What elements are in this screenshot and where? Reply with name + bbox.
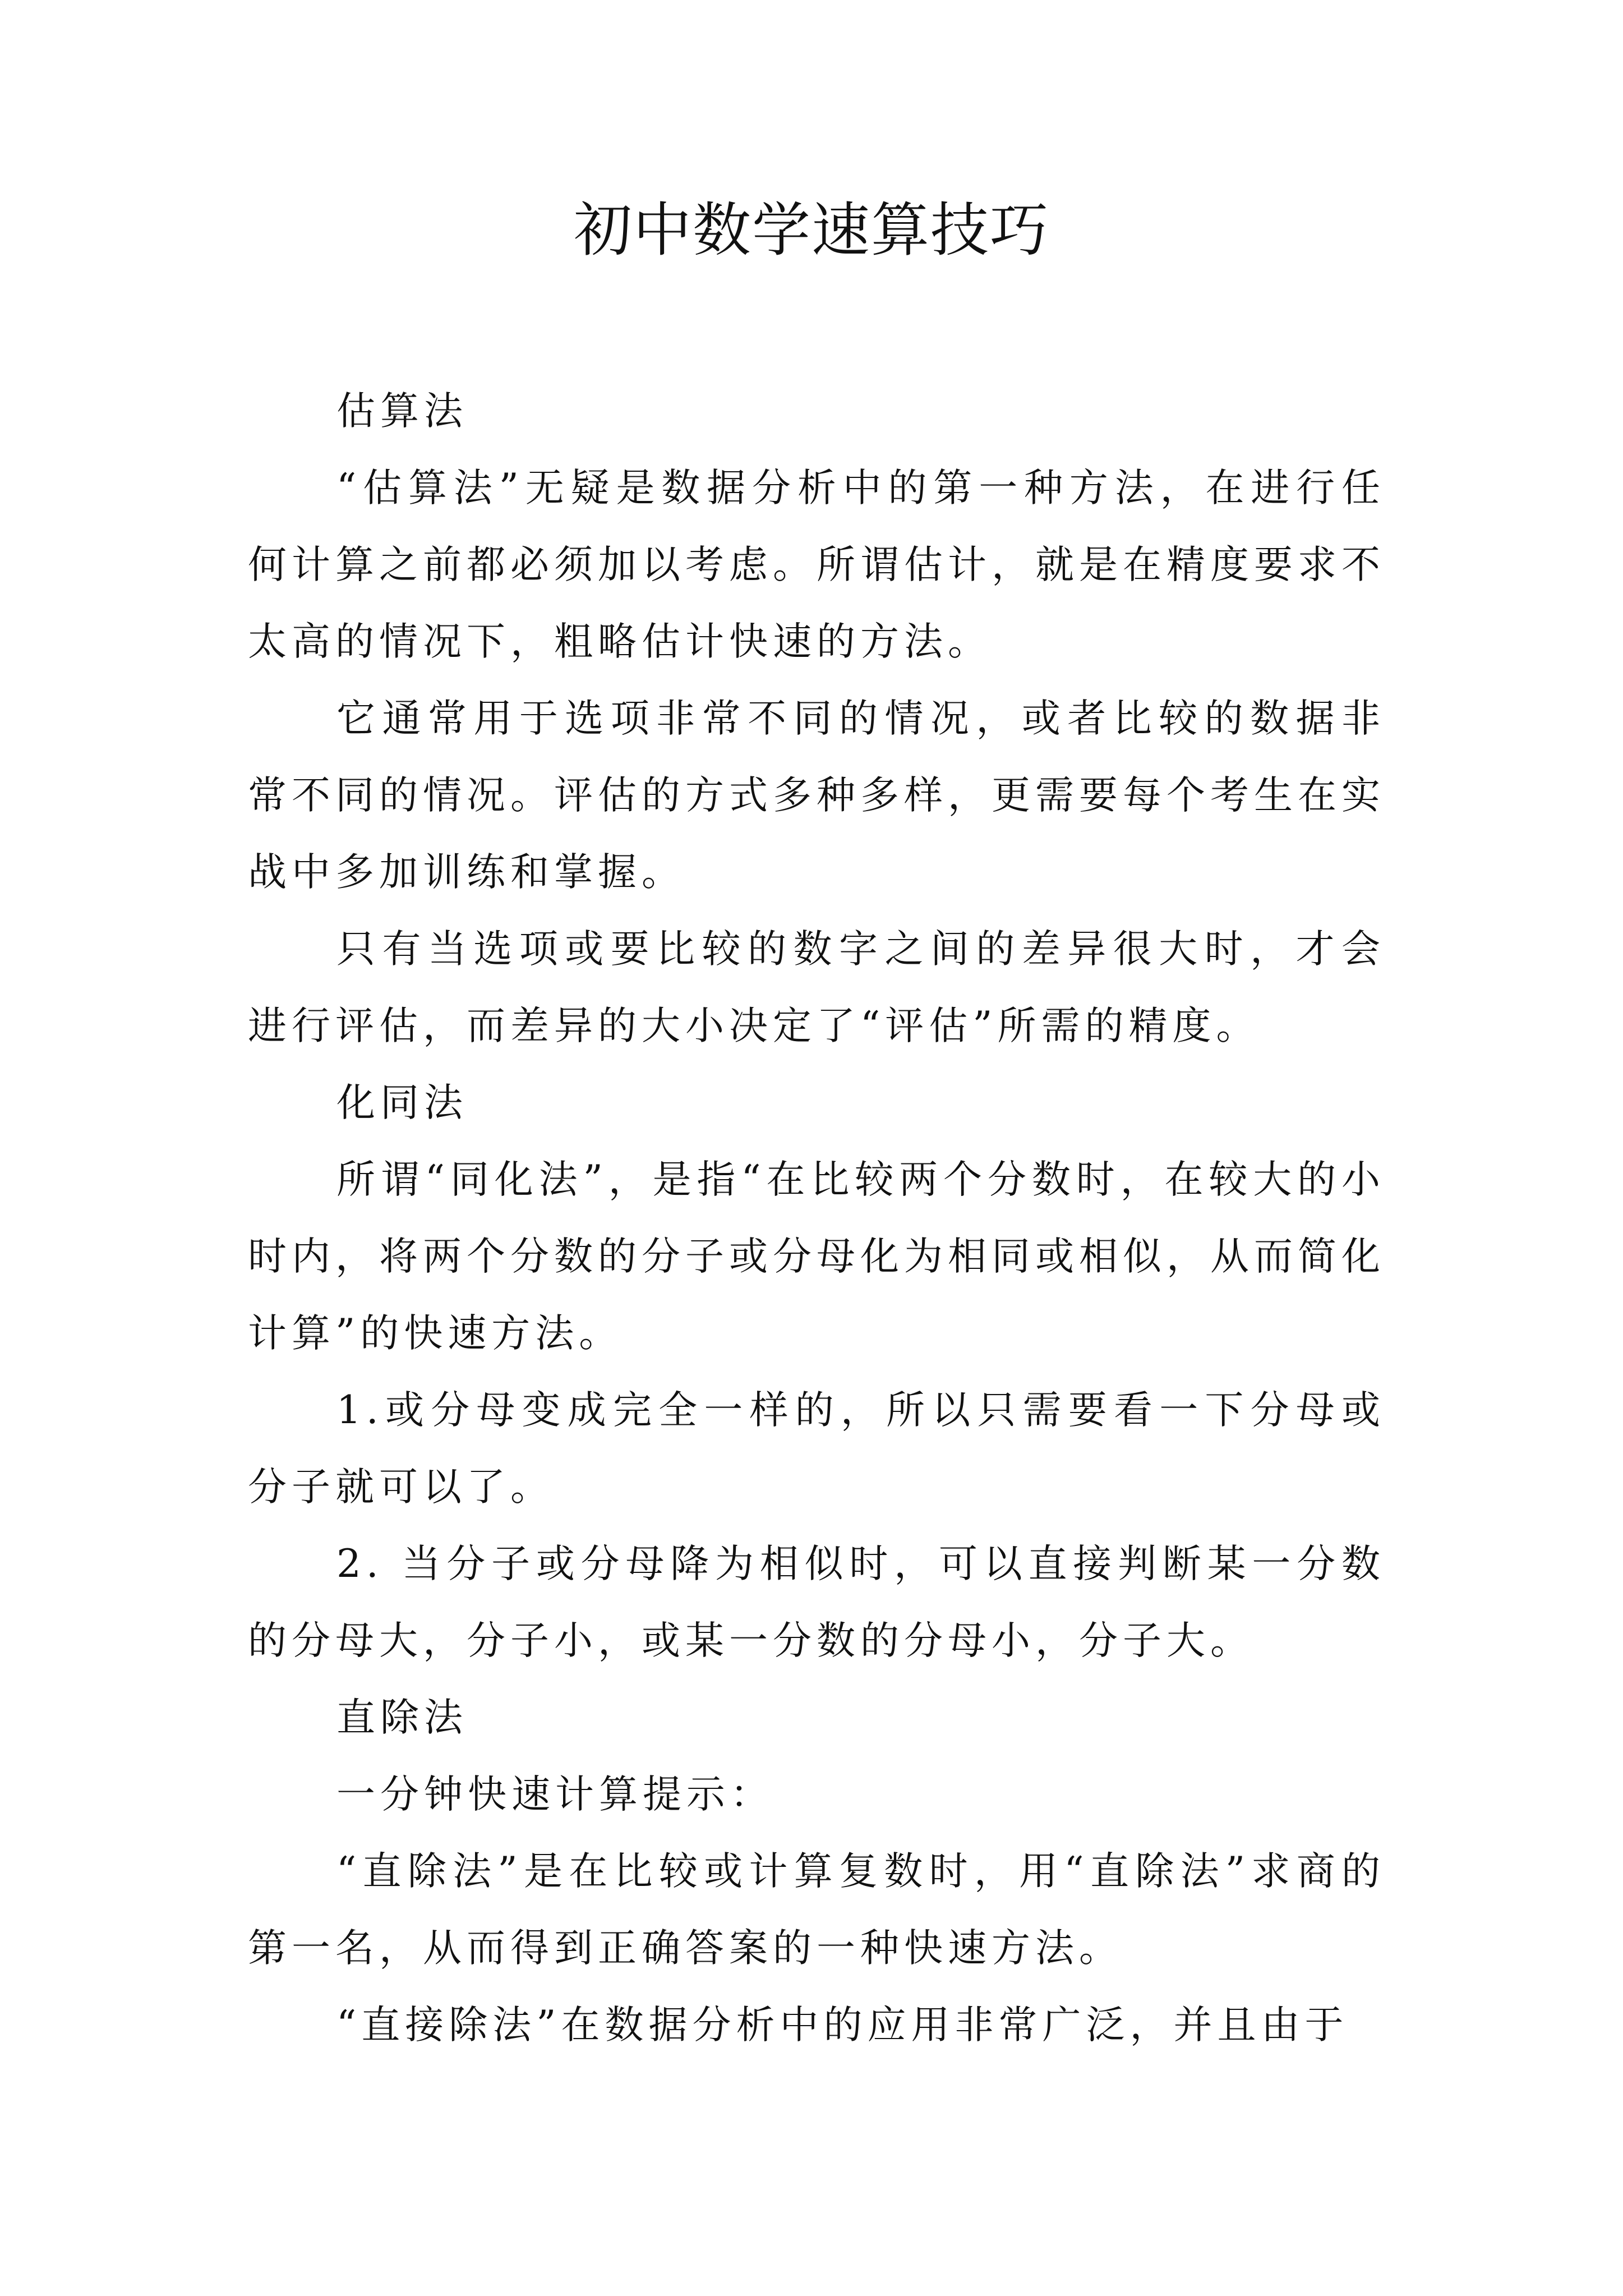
paragraph: 它通常用于选项非常不同的情况，或者比较的数据非常不同的情况。评估的方式多种多样，更需要每个考生在实战中多加训练和掌握。: [248, 696, 1385, 895]
paragraph: 所谓“同化法”，是指“在比较两个分数时，在较大的小时内，将两个分数的分子或分母化为相同或相似，从而简化计算”的快速方法。: [248, 1157, 1385, 1356]
heading-direct-division: 直除法: [336, 1695, 468, 1740]
heading-estimation: 估算法: [336, 389, 468, 434]
document-body: [248, 373, 1385, 2064]
heading-assimilation: 化同法: [336, 1080, 468, 1125]
list-item: 1.或分母变成完全一样的，所以只需要看一下分母或分子就可以了。: [248, 1388, 1385, 1510]
paragraph: “直除法”是在比较或计算复数时，用“直除法”求商的第一名，从而得到正确答案的一种快速方法。: [248, 1849, 1385, 1971]
paragraph: “直接除法”在数据分析中的应用非常广泛，并且由于: [336, 2003, 1349, 2047]
paragraph: 一分钟快速计算提示：: [336, 1772, 774, 1817]
paragraph: “估算法”无疑是数据分析中的第一种方法，在进行任何计算之前都必须加以考虑。所谓估计，就是在精度要求不太高的情况下，粗略估计快速的方法。: [248, 466, 1385, 664]
paragraph: 只有当选项或要比较的数字之间的差异很大时，才会进行评估，而差异的大小决定了“评估”所需的精度。: [248, 927, 1385, 1048]
list-item: 2. 当分子或分母降为相似时，可以直接判断某一分数的分母大，分子小，或某一分数的分母小，分子大。: [248, 1542, 1385, 1663]
page-title: 初中数学速算技巧: [573, 196, 1049, 264]
